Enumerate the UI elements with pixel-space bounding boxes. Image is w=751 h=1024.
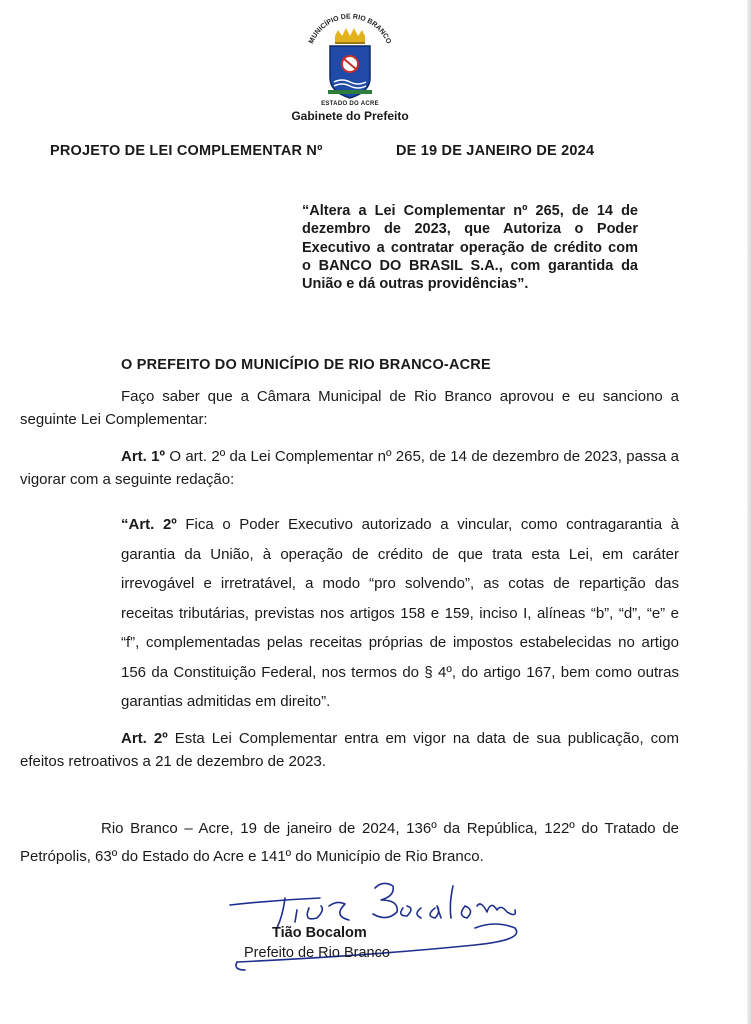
crown-icon: [335, 28, 365, 44]
article-2: [20, 727, 679, 773]
intro-text: Faço saber que a Câmara Municipal de Rio Branco aprovou e eu sanciono a seguinte Lei Complementar:: [20, 388, 679, 428]
amended-article-2-text: Fica o Poder Executivo autorizado a vincular, como contragarantia à garantia da União, à operação de crédito de que trata esta Lei, em caráter irrevogável e irretratável, a modo “pro solvendo”, as cotas de repartição das receitas tributárias, previstas nos artigos 158 e 159, inciso I, alíneas “b”, “d”, “e” e “f”, complementadas pelas receitas próprias de impostos estabelecidas no artigo 156 da Constituição Federal, nos termos do § 4º, do artigo 167, bem como outras garantias admitidas em direito”.: [121, 516, 680, 710]
amended-article-2-label: “Art. 2º: [121, 516, 177, 533]
page-edge-shadow: [747, 0, 751, 1024]
signer-name: Tião Bocalom: [272, 925, 367, 941]
bill-title: PROJETO DE LEI COMPLEMENTAR Nº: [50, 143, 323, 159]
article-1-text: O art. 2º da Lei Complementar nº 265, de 14 de dezembro de 2023, passa a vigorar com a seguinte redação:: [20, 448, 679, 488]
crest-icon: [290, 6, 410, 126]
article-1: [20, 445, 679, 491]
coat-of-arms: [290, 6, 410, 126]
bill-date: DE 19 DE JANEIRO DE 2024: [396, 143, 595, 159]
mayor-heading: O PREFEITO DO MUNICÍPIO DE RIO BRANCO-ACRE: [121, 357, 491, 373]
article-1-label: Art. 1º: [121, 448, 165, 465]
bill-summary: “Altera a Lei Complementar nº 265, de 14 de dezembro de 2023, que Autoriza o Poder Executivo a contratar operação de crédito com o BANCO DO BRASIL S.A., com garantida da União e dá outras providências”.: [302, 203, 638, 293]
closing-paragraph: [20, 815, 679, 871]
ribbon-icon: [328, 90, 372, 94]
article-2-text: Esta Lei Complementar entra em vigor na data de sua publicação, com efeitos retroativos a 21 de dezembro de 2023.: [20, 730, 679, 770]
closing-text: Rio Branco – Acre, 19 de janeiro de 2024, 136º da República, 122º do Tratado de Petrópolis, 63º do Estado do Acre e 141º do Município de Rio Branco.: [20, 820, 679, 865]
state-label: ESTADO DO ACRE: [321, 101, 379, 107]
article-2-label: Art. 2º: [121, 730, 168, 747]
amended-article-2: [121, 510, 679, 717]
signer-role: Prefeito de Rio Branco: [244, 945, 390, 961]
crest-arc-text: MUNICÍPIO DE RIO BRANCO: [308, 13, 392, 46]
office-label: Gabinete do Prefeito: [291, 109, 409, 123]
intro-paragraph: [20, 385, 679, 431]
